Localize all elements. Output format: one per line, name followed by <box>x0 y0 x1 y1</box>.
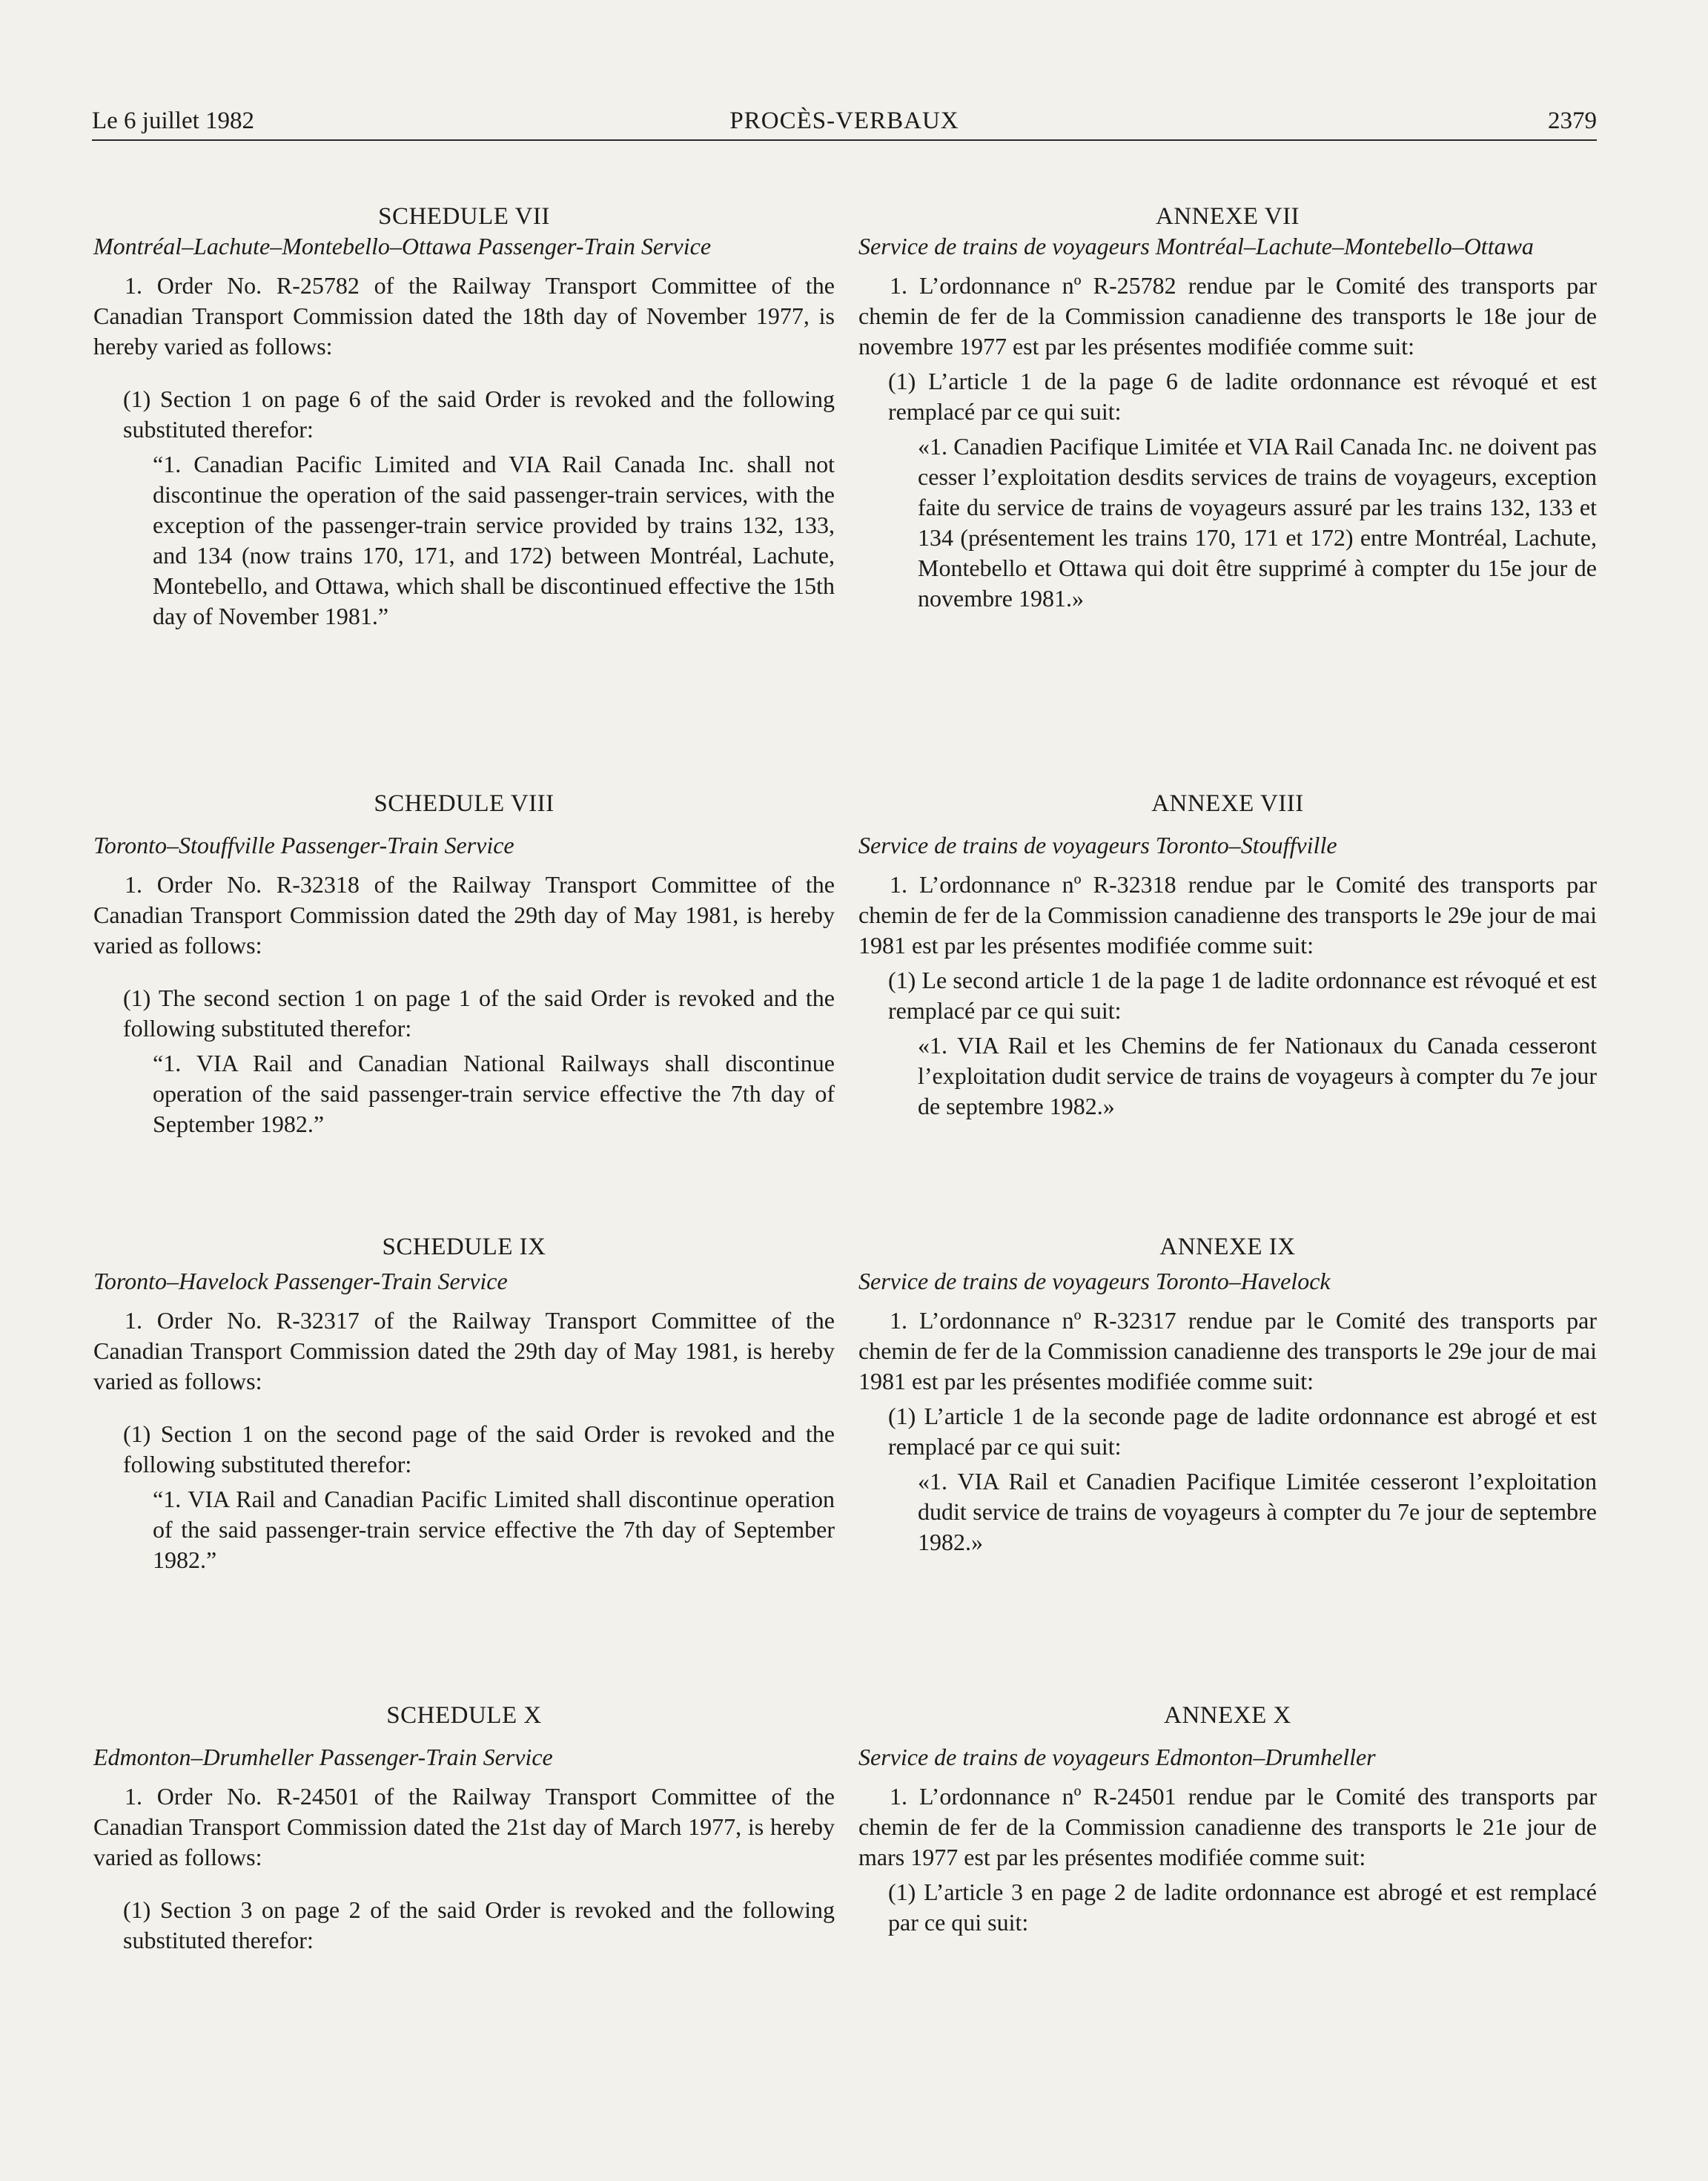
schedule-subtitle: Toronto–Stouffville Passenger-Train Service <box>93 832 514 858</box>
order-paragraph: 1. Order No. R-32318 of the Railway Transport Committee of the Canadian Transport Commission dated the 29th day of May 1981, is hereby varied as follows: <box>93 871 835 959</box>
page-header <box>92 104 1597 141</box>
order-paragraph: 1. Order No. R-32317 of the Railway Transport Committee of the Canadian Transport Commission dated the 29th day of May 1981, is hereby varied as follows: <box>93 1307 835 1394</box>
subsection: (1) Section 1 on page 6 of the said Order is revoked and the following substituted therefor: <box>123 385 835 443</box>
schedule-title: SCHEDULE X <box>386 1702 542 1729</box>
annexe-x <box>858 1701 1597 1938</box>
annexe-ix <box>858 1232 1597 1558</box>
annexe-title: ANNEXE VII <box>1155 203 1300 230</box>
subsection: (1) The second section 1 on page 1 of the said Order is revoked and the following substituted therefor: <box>123 984 835 1042</box>
annexe-subtitle: Service de trains de voyageurs Montréal–Lachute–Montebello–Ottawa <box>858 233 1534 259</box>
order-paragraph: 1. L’ordonnance nº R-32317 rendue par le Comité des transports par chemin de fer de la Commission canadienne des transports le 29e jour de mai 1981 est par les présentes modifiée comme suit: <box>858 1307 1597 1394</box>
subsection: (1) L’article 1 de la seconde page de ladite ordonnance est abrogé et est remplacé par ce qui suit: <box>888 1403 1597 1460</box>
schedule-subtitle: Montréal–Lachute–Montebello–Ottawa Passenger-Train Service <box>93 233 712 259</box>
schedule-ix <box>93 1232 835 1575</box>
order-paragraph: 1. L’ordonnance nº R-24501 rendue par le Comité des transports par chemin de fer de la Commission canadienne des transports le 21e jour de mars 1977 est par les présentes modifiée comme suit: <box>858 1783 1597 1870</box>
subsection: (1) Section 1 on the second page of the said Order is revoked and the following substituted therefor: <box>123 1420 835 1477</box>
order-paragraph: 1. Order No. R-25782 of the Railway Transport Committee of the Canadian Transport Commission dated the 18th day of November 1977, is hereby varied as follows: <box>93 272 835 360</box>
quoted-text: “1. Canadian Pacific Limited and VIA Rail Canada Inc. shall not discontinue the operation of the said passenger-train services, with the exception of the passenger-train service provided by trains 132, 133, and 134 (now trains 170, 171, and 172) between Montréal, Lachute, Montebello, and Ottawa, which shall be discontinued effective the 15th day of November 1981.” <box>153 451 835 629</box>
schedule-vii <box>93 202 835 632</box>
annexe-vii <box>858 202 1597 614</box>
annexe-title: ANNEXE IX <box>1159 1234 1296 1260</box>
schedule-subtitle: Toronto–Havelock Passenger-Train Service <box>93 1268 508 1294</box>
schedule-viii <box>93 789 835 1139</box>
schedule-title: SCHEDULE VII <box>378 203 550 230</box>
subsection: (1) Le second article 1 de la page 1 de ladite ordonnance est révoqué et est remplacé par ce qui suit: <box>888 967 1597 1024</box>
subsection: (1) L’article 1 de la page 6 de ladite ordonnance est révoqué et est remplacé par ce qui suit: <box>888 368 1597 425</box>
quoted-text: “1. VIA Rail and Canadian Pacific Limited shall discontinue operation of the said passenger-train service effective the 7th day of September 1982.” <box>153 1486 835 1573</box>
quoted-text: «1. Canadien Pacifique Limitée et VIA Rail Canada Inc. ne doivent pas cesser l’exploitation desdits services de trains de voyageurs, exception faite du service de trains de voyageurs assuré par les trains 132, 133 et 134 (présentement les trains 170, 171 et 172) entre Montréal, Lachute, Montebello et Ottawa qui doit être supprimé à compter du 15e jour de novembre 1981.» <box>918 433 1597 612</box>
quoted-text: «1. VIA Rail et Canadien Pacifique Limitée cesseront l’exploitation dudit service de trains de voyageurs à compter du 7e jour de septembre 1982.» <box>918 1468 1597 1555</box>
schedule-title: SCHEDULE VIII <box>374 790 555 817</box>
subsection: (1) Section 3 on page 2 of the said Order is revoked and the following substituted therefor: <box>123 1896 835 1953</box>
quoted-text: “1. VIA Rail and Canadian National Railways shall discontinue operation of the said passenger-train service effective the 7th day of September 1982.” <box>153 1050 835 1137</box>
page-number: 2379 <box>1548 107 1597 134</box>
annexe-subtitle: Service de trains de voyageurs Toronto–Stouffville <box>858 832 1337 858</box>
header-date: Le 6 juillet 1982 <box>92 107 255 134</box>
subsection: (1) L’article 3 en page 2 de ladite ordonnance est abrogé et est remplacé par ce qui suit: <box>888 1879 1597 1936</box>
quoted-text: «1. VIA Rail et les Chemins de fer Nationaux du Canada cesseront l’exploitation dudit service de trains de voyageurs à compter du 7e jour de septembre 1982.» <box>918 1032 1597 1119</box>
annexe-subtitle: Service de trains de voyageurs Edmonton–Drumheller <box>858 1744 1376 1770</box>
header-title: PROCÈS-VERBAUX <box>729 107 959 134</box>
schedule-title: SCHEDULE IX <box>382 1234 546 1260</box>
order-paragraph: 1. L’ordonnance nº R-32318 rendue par le Comité des transports par chemin de fer de la Commission canadienne des transports le 29e jour de mai 1981 est par les présentes modifiée comme suit: <box>858 871 1597 959</box>
annexe-title: ANNEXE VIII <box>1151 790 1304 817</box>
order-paragraph: 1. Order No. R-24501 of the Railway Transport Committee of the Canadian Transport Commission dated the 21st day of March 1977, is hereby varied as follows: <box>93 1783 835 1870</box>
order-paragraph: 1. L’ordonnance nº R-25782 rendue par le Comité des transports par chemin de fer de la Commission canadienne des transports le 18e jour de novembre 1977 est par les présentes modifiée comme suit: <box>858 272 1597 360</box>
annexe-title: ANNEXE X <box>1164 1702 1291 1729</box>
annexe-viii <box>858 789 1597 1122</box>
annexe-subtitle: Service de trains de voyageurs Toronto–Havelock <box>858 1268 1331 1294</box>
schedule-subtitle: Edmonton–Drumheller Passenger-Train Service <box>93 1744 553 1770</box>
schedule-x <box>93 1701 835 1956</box>
